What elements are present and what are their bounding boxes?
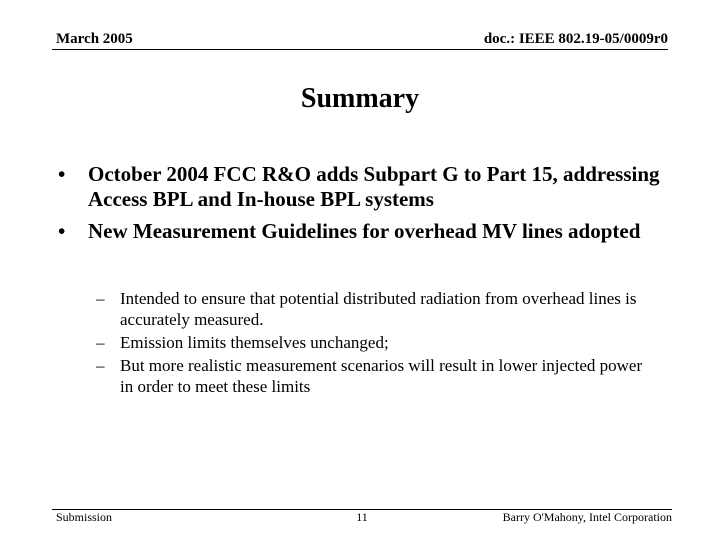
bullet-text: October 2004 FCC R&O adds Subpart G to Part 15, addressing Access BPL and In-house BPL systems: [88, 162, 660, 211]
page-number: 11: [356, 510, 368, 524]
sub-bullet-item: [96, 288, 656, 330]
bullet-marker: •: [58, 219, 66, 243]
header-divider: [52, 49, 668, 50]
bullet-item: [58, 162, 678, 212]
slide-title: Summary: [300, 83, 420, 114]
footer-author: Barry O'Mahony, Intel Corporation: [502, 510, 672, 524]
sub-bullet-item: [96, 332, 656, 353]
sub-bullet-item: [96, 355, 656, 397]
bullet-list: [58, 162, 678, 251]
sub-bullet-marker: –: [96, 289, 105, 308]
sub-bullet-text: Emission limits themselves unchanged;: [120, 333, 389, 352]
footer-submission: Submission: [56, 510, 113, 524]
sub-bullet-list: [96, 288, 656, 399]
sub-bullet-text: But more realistic measurement scenarios will result in lower injected power in order to meet these limits: [120, 356, 643, 396]
header-doc-id: doc.: IEEE 802.19-05/0009r0: [483, 31, 668, 47]
bullet-marker: •: [58, 162, 66, 186]
bullet-item: [58, 219, 678, 244]
sub-bullet-text: Intended to ensure that potential distributed radiation from overhead lines is accurately measured.: [120, 289, 637, 329]
sub-bullet-marker: –: [96, 333, 105, 352]
header-date: March 2005: [56, 31, 133, 47]
sub-bullet-marker: –: [96, 356, 105, 375]
bullet-text: New Measurement Guidelines for overhead MV lines adopted: [88, 219, 641, 243]
